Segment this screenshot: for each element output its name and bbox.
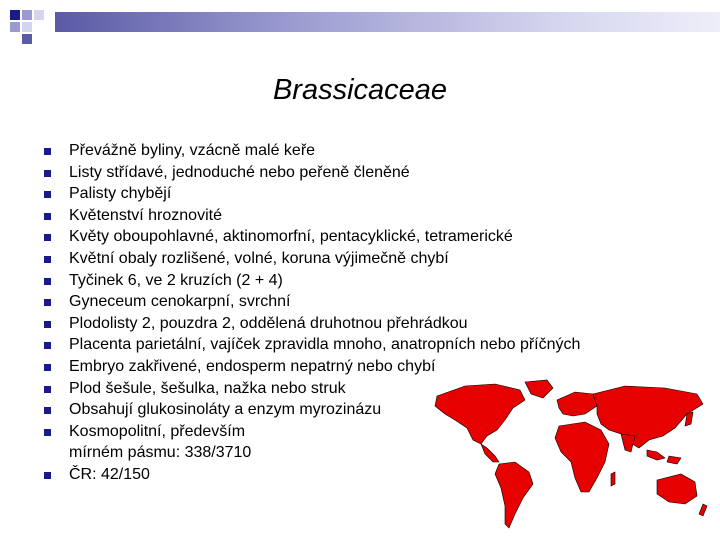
list-item bbox=[44, 183, 684, 205]
header-band bbox=[55, 12, 720, 32]
list-item-text: Obsahují glukosinoláty a enzym myrozinázu bbox=[69, 401, 382, 419]
bullet-square-icon bbox=[44, 472, 51, 479]
list-item bbox=[44, 356, 684, 378]
list-item-text: Převážně byliny, vzácně malé keře bbox=[69, 142, 316, 159]
slide-title: Brassicaceae bbox=[272, 74, 448, 106]
list-item-text: Placenta parietální, vajíček zpravidla mnoho, anatropních nebo příčných bbox=[69, 336, 581, 354]
bullet-square-icon bbox=[44, 321, 51, 328]
list-item-text: Embryo zakřivené, endosperm nepatrný nebo chybí bbox=[69, 357, 436, 375]
bullet-square-icon bbox=[44, 299, 51, 306]
list-item-text: ČR: 42/150 bbox=[69, 465, 150, 483]
bullet-square-icon bbox=[44, 234, 51, 241]
list-item-text: Gyneceum cenokarpní, svrchní bbox=[69, 293, 291, 311]
bullet-square-icon bbox=[44, 256, 51, 263]
bullet-square-icon bbox=[44, 429, 51, 436]
bullet-square-icon bbox=[44, 170, 51, 177]
bullet-square-icon bbox=[44, 386, 51, 393]
list-item bbox=[44, 334, 684, 356]
list-item-text: Plodolisty 2, pouzdra 2, oddělená druhotnou přehrádkou bbox=[69, 314, 468, 332]
list-item bbox=[44, 226, 684, 248]
list-item bbox=[44, 162, 684, 184]
list-item-text: Tyčinek 6, ve 2 kruzích (2 + 4) bbox=[69, 271, 283, 289]
bullet-square-icon bbox=[44, 364, 51, 371]
world-distribution-map bbox=[425, 378, 710, 536]
list-item-text: Listy střídavé, jednoduché nebo peřeně členěné bbox=[69, 163, 410, 181]
list-item-text: Květní obaly rozlišené, volné, koruna výjimečně chybí bbox=[69, 249, 449, 267]
bullet-square-icon bbox=[44, 148, 51, 155]
bullet-square-icon bbox=[44, 407, 51, 414]
list-item-text: Kosmopolitní, především mírném pásmu: 338/3710 bbox=[69, 422, 252, 462]
list-item bbox=[44, 270, 684, 292]
list-item-text: Květenství hroznovité bbox=[69, 206, 222, 224]
list-item bbox=[44, 140, 684, 162]
list-item bbox=[44, 291, 684, 313]
list-item bbox=[44, 248, 684, 270]
bullet-square-icon bbox=[44, 342, 51, 349]
list-item bbox=[44, 421, 289, 464]
bullet-square-icon bbox=[44, 191, 51, 198]
list-item-text: Palisty chybějí bbox=[69, 185, 172, 203]
list-item-text: Květy oboupohlavné, aktinomorfní, pentacyklické, tetramerické bbox=[69, 228, 513, 246]
list-item bbox=[44, 205, 684, 227]
bullet-square-icon bbox=[44, 213, 51, 220]
list-item-text: Plod šešule, šešulka, nažka nebo struk bbox=[69, 379, 346, 397]
bullet-square-icon bbox=[44, 278, 51, 285]
list-item bbox=[44, 313, 684, 335]
